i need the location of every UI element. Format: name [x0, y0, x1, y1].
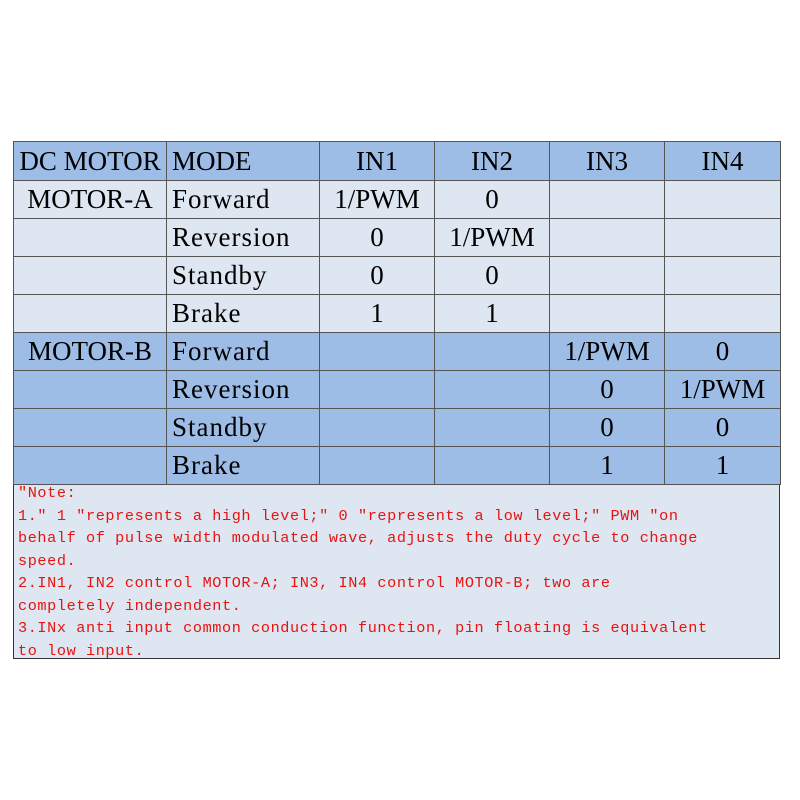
mode-cell: Standby: [167, 257, 320, 295]
in2-cell: [435, 333, 550, 371]
mode-cell: Brake: [167, 295, 320, 333]
motor-cell: MOTOR-B: [14, 333, 167, 371]
table-row: [14, 181, 781, 219]
motor-cell: [14, 295, 167, 333]
note-line: 2.IN1, IN2 control MOTOR-A; IN3, IN4 control MOTOR-B; two are: [18, 574, 611, 592]
in2-cell: 0: [435, 181, 550, 219]
in3-cell: 1: [550, 447, 665, 485]
in3-cell: 1/PWM: [550, 333, 665, 371]
in4-cell: [665, 257, 781, 295]
in1-cell: [320, 333, 435, 371]
in3-cell: 0: [550, 371, 665, 409]
mode-cell: Brake: [167, 447, 320, 485]
note-line: behalf of pulse width modulated wave, adjusts the duty cycle to change: [18, 529, 698, 547]
in4-cell: [665, 181, 781, 219]
motor-cell: [14, 219, 167, 257]
header-in1: IN1: [320, 142, 435, 181]
in2-cell: [435, 371, 550, 409]
header-in3: IN3: [550, 142, 665, 181]
in2-cell: 1: [435, 295, 550, 333]
in2-cell: 0: [435, 257, 550, 295]
in3-cell: 0: [550, 409, 665, 447]
in2-cell: [435, 409, 550, 447]
in4-cell: 1: [665, 447, 781, 485]
header-dc-motor: DC MOTOR: [14, 142, 167, 181]
mode-cell: Standby: [167, 409, 320, 447]
table-row: [14, 219, 781, 257]
table-row: [14, 371, 781, 409]
in1-cell: 1: [320, 295, 435, 333]
header-row: [14, 142, 781, 181]
mode-cell: Reversion: [167, 219, 320, 257]
table-row: [14, 257, 781, 295]
in1-cell: 0: [320, 257, 435, 295]
in1-cell: [320, 409, 435, 447]
motor-cell: MOTOR-A: [14, 181, 167, 219]
in4-cell: 0: [665, 409, 781, 447]
in2-cell: [435, 447, 550, 485]
header-mode: MODE: [167, 142, 320, 181]
in3-cell: [550, 257, 665, 295]
note-line: to low input.: [18, 641, 145, 660]
table-row: [14, 409, 781, 447]
in4-cell: [665, 219, 781, 257]
note-line: "Note:: [18, 484, 77, 502]
in3-cell: [550, 181, 665, 219]
mode-cell: Forward: [167, 181, 320, 219]
in4-cell: [665, 295, 781, 333]
in1-cell: [320, 371, 435, 409]
in1-cell: 1/PWM: [320, 181, 435, 219]
note-line: 3.INx anti input common conduction function, pin floating is equivalent: [18, 619, 708, 637]
header-in2: IN2: [435, 142, 550, 181]
motor-cell: [14, 447, 167, 485]
table-row: [14, 447, 781, 485]
note-line: 1." 1 "represents a high level;" 0 "represents a low level;" PWM "on: [18, 506, 679, 525]
in4-cell: 0: [665, 333, 781, 371]
header-in4: IN4: [665, 142, 781, 181]
note-line: completely independent.: [18, 596, 242, 615]
in1-cell: [320, 447, 435, 485]
motor-cell: [14, 409, 167, 447]
motor-control-table: [13, 141, 781, 485]
note-line: speed.: [18, 551, 77, 570]
in3-cell: [550, 219, 665, 257]
motor-cell: [14, 257, 167, 295]
in1-cell: 0: [320, 219, 435, 257]
in2-cell: 1/PWM: [435, 219, 550, 257]
table-row: [14, 295, 781, 333]
note-text: [18, 482, 778, 662]
in3-cell: [550, 295, 665, 333]
motor-cell: [14, 371, 167, 409]
mode-cell: Forward: [167, 333, 320, 371]
mode-cell: Reversion: [167, 371, 320, 409]
table-row: [14, 333, 781, 371]
in4-cell: 1/PWM: [665, 371, 781, 409]
